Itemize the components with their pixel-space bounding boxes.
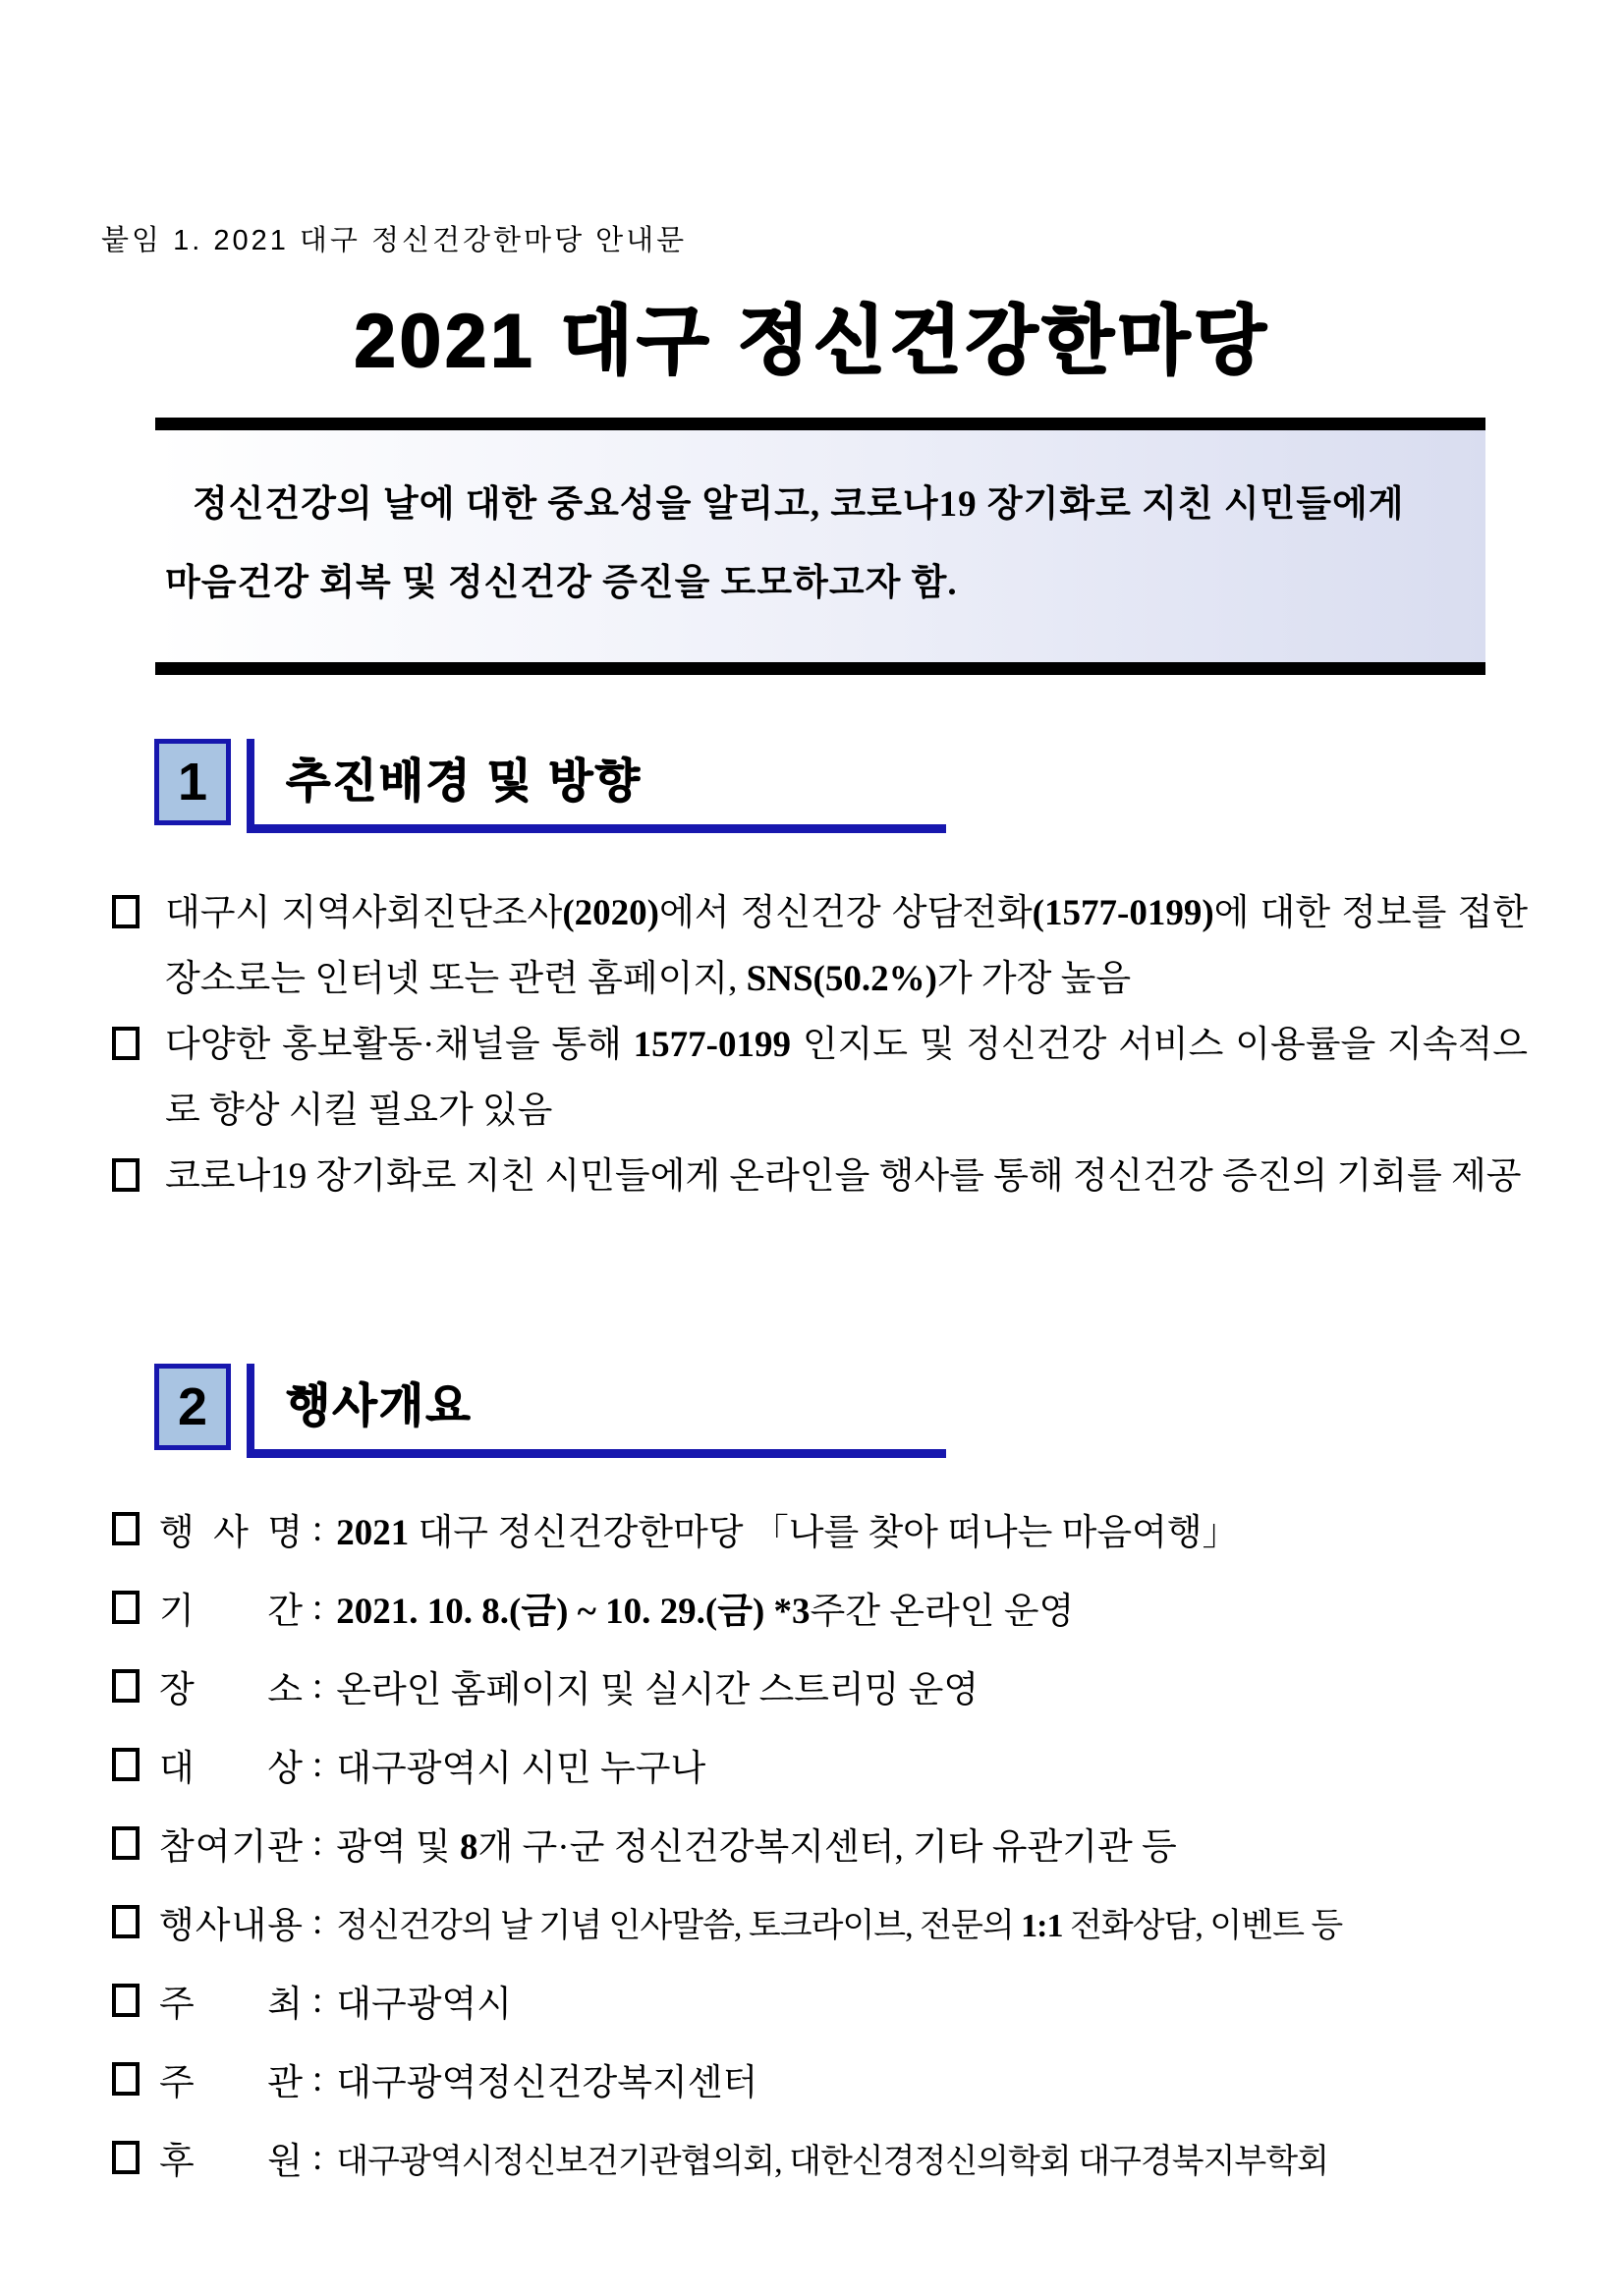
- text-segment: 가 가장 높음: [936, 959, 1132, 999]
- info-label-char: 명: [267, 1513, 303, 1553]
- info-label-char: 사: [195, 1906, 231, 1946]
- text-segment: 대구광역시정신보건기관협의회, 대한신경정신의학회 대구경북지부학회: [336, 2143, 1328, 2180]
- info-label-char: 상: [267, 1749, 303, 1789]
- info-colon: :: [312, 1508, 323, 1549]
- info-row: [108, 2118, 1582, 2197]
- overview-box: [155, 418, 1485, 675]
- info-label: [159, 1817, 303, 1870]
- text-segment-bold: (1577-0199): [1032, 893, 1214, 933]
- info-label-char: 최: [267, 1985, 303, 2025]
- text-segment-bold: 2021. 10. 8.(금) ~ 10. 29.(금) *3: [336, 1592, 811, 1632]
- text-segment: 에 대한 정보를 접한 장소로는 인터넷 또는 관련 홈페이지,: [165, 893, 1528, 999]
- info-value: [336, 1738, 705, 1791]
- attachment-note: 붙임 1. 2021 대구 정신건강한마당 안내문: [101, 225, 688, 256]
- text-segment: 대구광역정신건강복지센터: [336, 2063, 758, 2103]
- info-row: [108, 1568, 1582, 1647]
- info-label: [159, 1581, 303, 1634]
- text-segment: 온라인 홈페이지 및 실시간 스트리밍 운영: [336, 1670, 980, 1710]
- info-label: [159, 1659, 303, 1712]
- info-colon: :: [312, 2058, 323, 2100]
- section-1-title: 추진배경 및 방향: [286, 755, 642, 807]
- info-label-char: 장: [159, 1670, 195, 1710]
- info-label-char: 기: [159, 1592, 195, 1632]
- info-label-char: 참: [159, 1827, 195, 1868]
- checkbox-bullet-icon: [112, 1984, 140, 2017]
- info-row: [108, 1647, 1582, 1725]
- info-row: [108, 1489, 1582, 1568]
- info-label-char: 관: [267, 2063, 303, 2103]
- text-segment: 정신건강의 날 기념 인사말씀, 토크라이브, 전문의: [336, 1907, 1022, 1944]
- info-value: [336, 2052, 757, 2105]
- section-1-bullet-list: [108, 880, 1528, 1209]
- info-label-char: 사: [213, 1513, 249, 1553]
- checkbox-bullet-icon: [112, 1027, 140, 1060]
- info-label-char: 관: [267, 1827, 303, 1868]
- section-1-rule: [247, 739, 946, 833]
- text-segment-bold: SNS(50.2%): [746, 959, 937, 999]
- bullet-text: [165, 1025, 1528, 1131]
- checkbox-bullet-icon: [112, 1905, 140, 1938]
- page-title: 2021 대구 정신건강한마당: [354, 300, 1270, 383]
- info-label-char: 대: [159, 1749, 195, 1789]
- info-label: [159, 2131, 303, 2184]
- info-colon: :: [312, 1980, 323, 2021]
- section-2-number-badge: 2: [154, 1364, 231, 1450]
- info-colon: :: [312, 1587, 323, 1628]
- text-segment: 대구 정신건강한마당 「나를 찾아 떠나는 마음여행」: [409, 1513, 1239, 1553]
- text-segment-bold: 1577-0199: [633, 1025, 791, 1065]
- section-2-rule: [247, 1364, 946, 1458]
- info-label-char: 기: [231, 1827, 267, 1868]
- checkbox-bullet-icon: [112, 1591, 140, 1624]
- info-label-char: 간: [267, 1592, 303, 1632]
- checkbox-bullet-icon: [112, 1748, 140, 1781]
- text-segment: 주간 온라인 운영: [810, 1592, 1075, 1632]
- bullet-item: [108, 880, 1528, 1012]
- section-1-number-badge: 1: [154, 739, 231, 825]
- section-2-title: 행사개요: [286, 1379, 473, 1431]
- bullet-item: [108, 1012, 1528, 1144]
- info-colon: :: [312, 1822, 323, 1864]
- checkbox-bullet-icon: [112, 2062, 140, 2096]
- info-colon: :: [312, 1901, 323, 1942]
- info-label: [159, 2052, 303, 2105]
- info-label: [159, 1502, 303, 1555]
- info-label-char: 원: [267, 2142, 303, 2182]
- checkbox-bullet-icon: [112, 895, 140, 928]
- section-2-header: [154, 1364, 946, 1458]
- text-segment: 인지도 및 정신건강 서비스 이용률을 지속적으로 향상 시킬 필요가 있음: [165, 1025, 1528, 1131]
- section-1-header: [154, 739, 946, 833]
- text-segment-bold: 1:1: [1021, 1907, 1063, 1944]
- info-label-char: 주: [159, 2063, 195, 2103]
- info-value: [336, 2134, 1328, 2182]
- text-segment: 개 구·군 정신건강복지센터, 기타 유관기관 등: [477, 1827, 1177, 1868]
- overview-line-1: 정신건강의 날에 대한 중요성을 알리고, 코로나19 장기화로 지친 시민들에게: [193, 484, 1405, 525]
- checkbox-bullet-icon: [112, 1826, 140, 1860]
- info-value: [336, 1974, 512, 2027]
- bullet-text: [165, 1156, 1521, 1197]
- info-value: [336, 1817, 1176, 1870]
- text-segment: 다양한 홍보활동·채널을 통해: [165, 1025, 634, 1065]
- info-row: [108, 2040, 1582, 2118]
- info-colon: :: [312, 1744, 323, 1785]
- info-row: [108, 1961, 1582, 2040]
- section-2-info-list: [108, 1489, 1582, 2197]
- info-label: [159, 1895, 303, 1948]
- info-label-char: 소: [267, 1670, 303, 1710]
- text-segment-bold: (2020): [562, 893, 659, 933]
- bullet-text: [165, 893, 1528, 999]
- info-value: [336, 1659, 979, 1712]
- info-label-char: 내: [231, 1906, 267, 1946]
- info-value: [336, 1898, 1342, 1946]
- info-label-char: 여: [195, 1827, 231, 1868]
- info-label: [159, 1974, 303, 2027]
- info-row: [108, 1804, 1582, 1882]
- info-label: [159, 1738, 303, 1791]
- checkbox-bullet-icon: [112, 2141, 140, 2174]
- info-label-char: 행: [159, 1513, 195, 1553]
- bullet-item: [108, 1144, 1528, 1209]
- info-label-char: 후: [159, 2142, 195, 2182]
- text-segment: 대구광역시: [336, 1985, 512, 2025]
- checkbox-bullet-icon: [112, 1158, 140, 1192]
- info-label-char: 행: [159, 1906, 195, 1946]
- text-segment: 광역 및: [336, 1827, 461, 1868]
- info-label-char: 용: [267, 1906, 303, 1946]
- info-value: [336, 1502, 1238, 1555]
- info-row: [108, 1882, 1582, 1961]
- info-row: [108, 1725, 1582, 1804]
- overview-line-2: 마음건강 회복 및 정신건강 증진을 도모하고자 함.: [165, 563, 958, 603]
- checkbox-bullet-icon: [112, 1512, 140, 1545]
- info-colon: :: [312, 1665, 323, 1707]
- text-segment: 전화상담, 이벤트 등: [1062, 1907, 1343, 1944]
- info-value: [336, 1581, 1074, 1634]
- text-segment: 대구시 지역사회진단조사: [165, 893, 563, 933]
- info-label-char: 주: [159, 1985, 195, 2025]
- text-segment-bold: 2021: [336, 1513, 410, 1553]
- info-colon: :: [312, 2137, 323, 2178]
- text-segment: 에서 정신건강 상담전화: [658, 893, 1033, 933]
- text-segment: 코로나19 장기화로 지친 시민들에게 온라인을 행사를 통해 정신건강 증진의 기회를 제공: [165, 1156, 1522, 1197]
- text-segment-bold: 8: [460, 1827, 478, 1868]
- checkbox-bullet-icon: [112, 1669, 140, 1703]
- text-segment: 대구광역시 시민 누구나: [336, 1749, 706, 1789]
